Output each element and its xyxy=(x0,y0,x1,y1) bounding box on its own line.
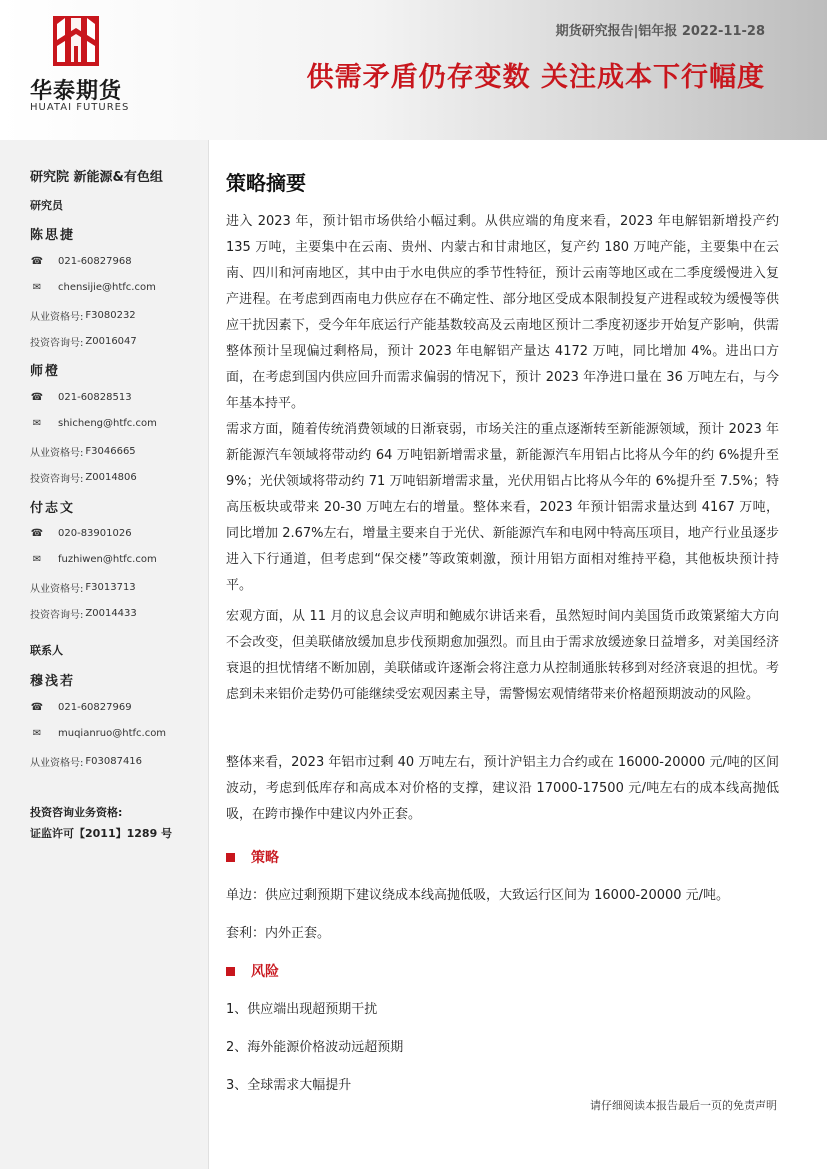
analyst-sidebar xyxy=(0,140,209,1169)
analyst-qualification: 从业资格号: F3013713 xyxy=(30,582,136,595)
certification-label: 投资咨询业务资格: xyxy=(30,806,123,819)
analyst-consult-number: 投资咨询号: Z0014806 xyxy=(30,472,137,485)
analyst-qualification: 从业资格号: F3046665 xyxy=(30,446,136,459)
contact-qualification: 从业资格号: F03087416 xyxy=(30,756,143,769)
phone-icon: ☎ xyxy=(30,392,44,403)
contact-name: 穆浅若 xyxy=(30,674,76,689)
paragraph-supply: 进入 2023 年，预计铝市场供给小幅过剩。从供应端的角度来看，2023 年电解铝新增投产约 135 万吨，主要集中在云南、贵州、内蒙古和甘肃地区，复产约 180 万吨产能，主要集中在云南、四川和河南地区，其中由于水电供应的季节性特征，预计云南等地区或在二季度缓慢进入复产进程。在考虑到西南电力供应存在不确定性、部分地区受成本限制投复产进程或较为缓慢等供应干扰因素下，受今年年底运行产能基数较高及云南地区预计二季度初逐步开始复产影响，供需整体预计呈现偏过剩格局，预计 2023 年电解铝产量达 4172 万吨，同比增加 4%。进出口方面，在考虑到国内供应回升而需求偏弱的情况下，预计 2023 年净进口量在 36 万吨左右，与今年基本持平。 xyxy=(226,214,779,411)
paragraph-macro: 宏观方面，从 11 月的议息会议声明和鲍威尔讲话来看，虽然短时间内美国货币政策紧缩大方向不会改变，但美联储放缓加息步伐预期愈加强烈。而且由于需求放缓迹象日益增多，对美国经济衰退的担忧情绪不断加剧，美联储或许逐渐会将注意力从控制通胀转移到对经济衰退的担忧。考虑到未来铝价走势仍可能继续受宏观因素主导，需警惕宏观情绪带来价格超预期波动的风险。 xyxy=(226,609,779,702)
certification-number: 证监许可【2011】1289 号 xyxy=(30,827,173,840)
analyst-name: 陈思捷 xyxy=(30,228,76,243)
analyst-consult-number: 投资咨询号: Z0014433 xyxy=(30,608,137,621)
analyst-phone: ☎ 021-60828513 xyxy=(30,392,132,403)
analyst-consult-number: 投资咨询号: Z0016047 xyxy=(30,336,137,349)
square-bullet-icon xyxy=(226,967,235,976)
analyst-name: 师橙 xyxy=(30,364,61,379)
phone-icon: ☎ xyxy=(30,528,44,539)
analyst-qualification: 从业资格号: F3080232 xyxy=(30,310,136,323)
huatai-logo-icon xyxy=(53,16,99,66)
report-header xyxy=(0,0,827,140)
analyst-phone: ☎ 020-83901026 xyxy=(30,528,132,539)
analyst-name: 付志文 xyxy=(30,501,76,516)
strategy-heading: 策略 xyxy=(226,847,279,867)
strategy-arbitrage: 套利：内外正套。 xyxy=(226,926,331,941)
square-bullet-icon xyxy=(226,853,235,862)
email-icon: ✉ xyxy=(32,554,42,565)
department: 研究院 新能源&有色组 xyxy=(30,170,163,185)
email-icon: ✉ xyxy=(32,728,42,739)
phone-icon: ☎ xyxy=(30,256,44,267)
paragraph-overall: 整体来看，2023 年铝市过剩 40 万吨左右，预计沪铝主力合约或在 16000-20000 元/吨的区间波动，考虑到低库存和高成本对价格的支撑，建议沿 17000-17500 元/吨左右的成本线高抛低吸，在跨市操作中建议内外正套。 xyxy=(226,755,779,822)
researcher-label: 研究员 xyxy=(30,199,63,212)
analyst-email: ✉ shicheng@htfc.com xyxy=(30,418,157,429)
report-meta: 期货研究报告|铝年报 2022-11-28 xyxy=(555,24,765,39)
email-icon: ✉ xyxy=(32,282,42,293)
analyst-email: ✉ fuzhiwen@htfc.com xyxy=(30,554,157,565)
strategy-single: 单边：供应过剩预期下建议绕成本线高抛低吸，大致运行区间为 16000-20000 元/吨。 xyxy=(226,888,730,903)
report-title: 供需矛盾仍存变数 关注成本下行幅度 xyxy=(306,62,765,93)
paragraph-demand: 需求方面，随着传统消费领域的日渐衰弱，市场关注的重点逐渐转至新能源领域，预计 2023 年新能源汽车领域将带动约 64 万吨铝新增需求量，新能源汽车用铝占比将从今年的约 6%提升至 9%；光伏领域将带动约 71 万吨铝新增需求量，光伏用铝占比将从今年的 6%提升至 7.5%；特高压板块或带来 20-30 万吨左右的增量。整体来看，2023 年预计铝需求量达到 4167 万吨，同比增加 2.67%左右，增量主要来自于光伏、新能源汽车和电网中特高压项目，地产行业虽逐步进入下行通道，但考虑到“保交楼”等政策刺激，预计用铝方面相对维持平稳，其他板块预计持平。 xyxy=(226,422,779,593)
section-title: 策略摘要 xyxy=(226,171,306,195)
risk-item: 2、海外能源价格波动远超预期 xyxy=(226,1040,404,1055)
contact-label: 联系人 xyxy=(30,644,63,657)
analyst-email: ✉ chensijie@htfc.com xyxy=(30,282,156,293)
logo-chinese-name: 华泰期货 xyxy=(30,79,123,104)
risk-heading: 风险 xyxy=(226,961,279,981)
phone-icon: ☎ xyxy=(30,702,44,713)
risk-item: 3、全球需求大幅提升 xyxy=(226,1078,352,1093)
disclaimer-note: 请仔细阅读本报告最后一页的免责声明 xyxy=(590,1099,777,1112)
contact-phone: ☎ 021-60827969 xyxy=(30,702,132,713)
email-icon: ✉ xyxy=(32,418,42,429)
risk-item: 1、供应端出现超预期干扰 xyxy=(226,1002,378,1017)
contact-email: ✉ muqianruo@htfc.com xyxy=(30,728,166,739)
logo-english-name: HUATAI FUTURES xyxy=(30,102,130,113)
analyst-phone: ☎ 021-60827968 xyxy=(30,256,132,267)
